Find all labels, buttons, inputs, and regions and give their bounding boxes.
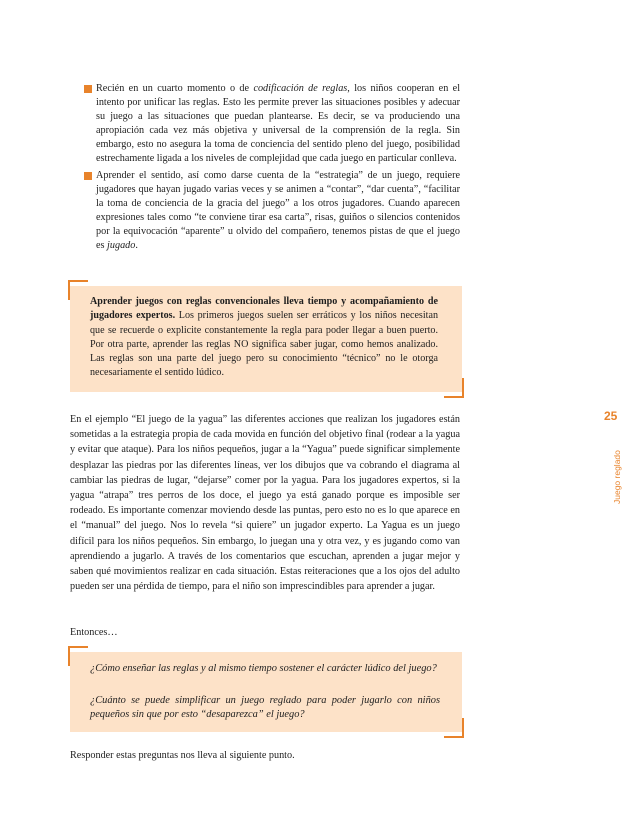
corner-bracket: [68, 646, 88, 666]
page-number: 25: [604, 409, 618, 423]
bullet-square-icon: [84, 85, 92, 93]
questions-box: [70, 652, 462, 732]
question-2: ¿Cuánto se puede simplificar un juego reglado para poder jugarlo con niños pequeños sin que por esto “desaparezca” el juego?: [90, 695, 440, 721]
main-paragraph: En el ejemplo “El juego de la yagua” las diferentes acciones que realizan los jugadores están sometidas a la estrategia propia de cada movida en función del objetivo final (rodear a la yagua y evitar que ataque). Para los niños pequeños, jugar a la “Yagua” puede significar simplemente desplazar las piedras por las diferentes líneas, ver los dibujos que va cobrando el diagrama al cambiar las piedras de lugar, “dejarse” comer por la yagua. Para los jugadores expertos, si la yagua “atrapa” tres perros de los doce, el juego ya está ganado porque es imposible ser rodeado. Es importante comenzar moviendo desde las puntas, pero esto no es lo que aparece en el “manual” del juego. Nos lo revela “si quiere” un jugador experto. La Yagua es un juego difícil para los niños pequeños. Sin embargo, lo juegan una y otra vez, y es jugando como van aprendiendo a jugarlo. A través de los comentarios que escuchan, aprenden a jugar mejor y saben qué movimientos realizar en cada situación. Estas reiteraciones que a los ojos del adulto pueden ser una pérdida de tiempo, para el niño son imprescindibles para aprender a jugar.: [70, 414, 460, 593]
callout-bold-lead: Aprender juegos con reglas convencionales lleva tiempo y acompañamiento de jugadores expertos.: [90, 296, 438, 322]
closing-line: Responder estas preguntas nos lleva al siguiente punto.: [70, 750, 295, 761]
entonces-text: Entonces…: [70, 627, 118, 638]
callout-box: [70, 286, 462, 392]
bullet-list: [86, 82, 460, 253]
bullet-text: Recién en un cuarto momento o de codificación de reglas, los niños cooperan en el intento por unificar las reglas. Esto les permite prever las situaciones posibles y adecuar su juego a las situaciones que puedan plantearse. Es decir, se va produciendo una apropiación cada vez más objetiva y universal de la comprensión de la regla. Sin embargo, esto no asegura la toma de conciencia del sentido pleno del juego, posibilidad estrechamente ligada a los niveles de complejidad que cada juego en particular conlleva.: [96, 83, 461, 165]
question-1: ¿Cómo enseñar las reglas y al mismo tiempo sostener el carácter lúdico del juego?: [90, 663, 437, 674]
bullet-square-icon: [84, 172, 92, 180]
side-section-label: Juego reglado: [612, 450, 622, 504]
corner-bracket: [444, 718, 464, 738]
corner-bracket: [444, 378, 464, 398]
bullet-item: [86, 82, 460, 167]
callout-text: Aprender juegos con reglas convencionales lleva tiempo y acompañamiento de jugadores expertos. Los primeros juegos suelen ser erráticos y los niños necesitan que se recuerde o explicite constantemente la regla para poder llegar a buen puerto. Por otra parte, aprender las reglas NO significa saber jugar, como hemos analizado. Las reglas son una parte del juego pero su conocimiento “técnico” no le otorga necesariamente el sentido lúdico.: [90, 296, 438, 379]
bullet-text: Aprender el sentido, así como darse cuenta de la “estrategia” de un juego, requiere jugadores que hayan jugado varias veces y se animen a “contar”, “dar cuenta”, “facilitar la toma de conciencia de la gracia del juego” a los otros jugadores. Cuando aparecen expresiones tales como “te conviene tirar esa carta”, risas, guiños o silencios contenidos por la equivocación “aparente” u olvido del compañero, tenemos pistas de que el juego es jugado.: [96, 169, 460, 252]
bullet-item: [86, 169, 460, 254]
corner-bracket: [68, 280, 88, 300]
